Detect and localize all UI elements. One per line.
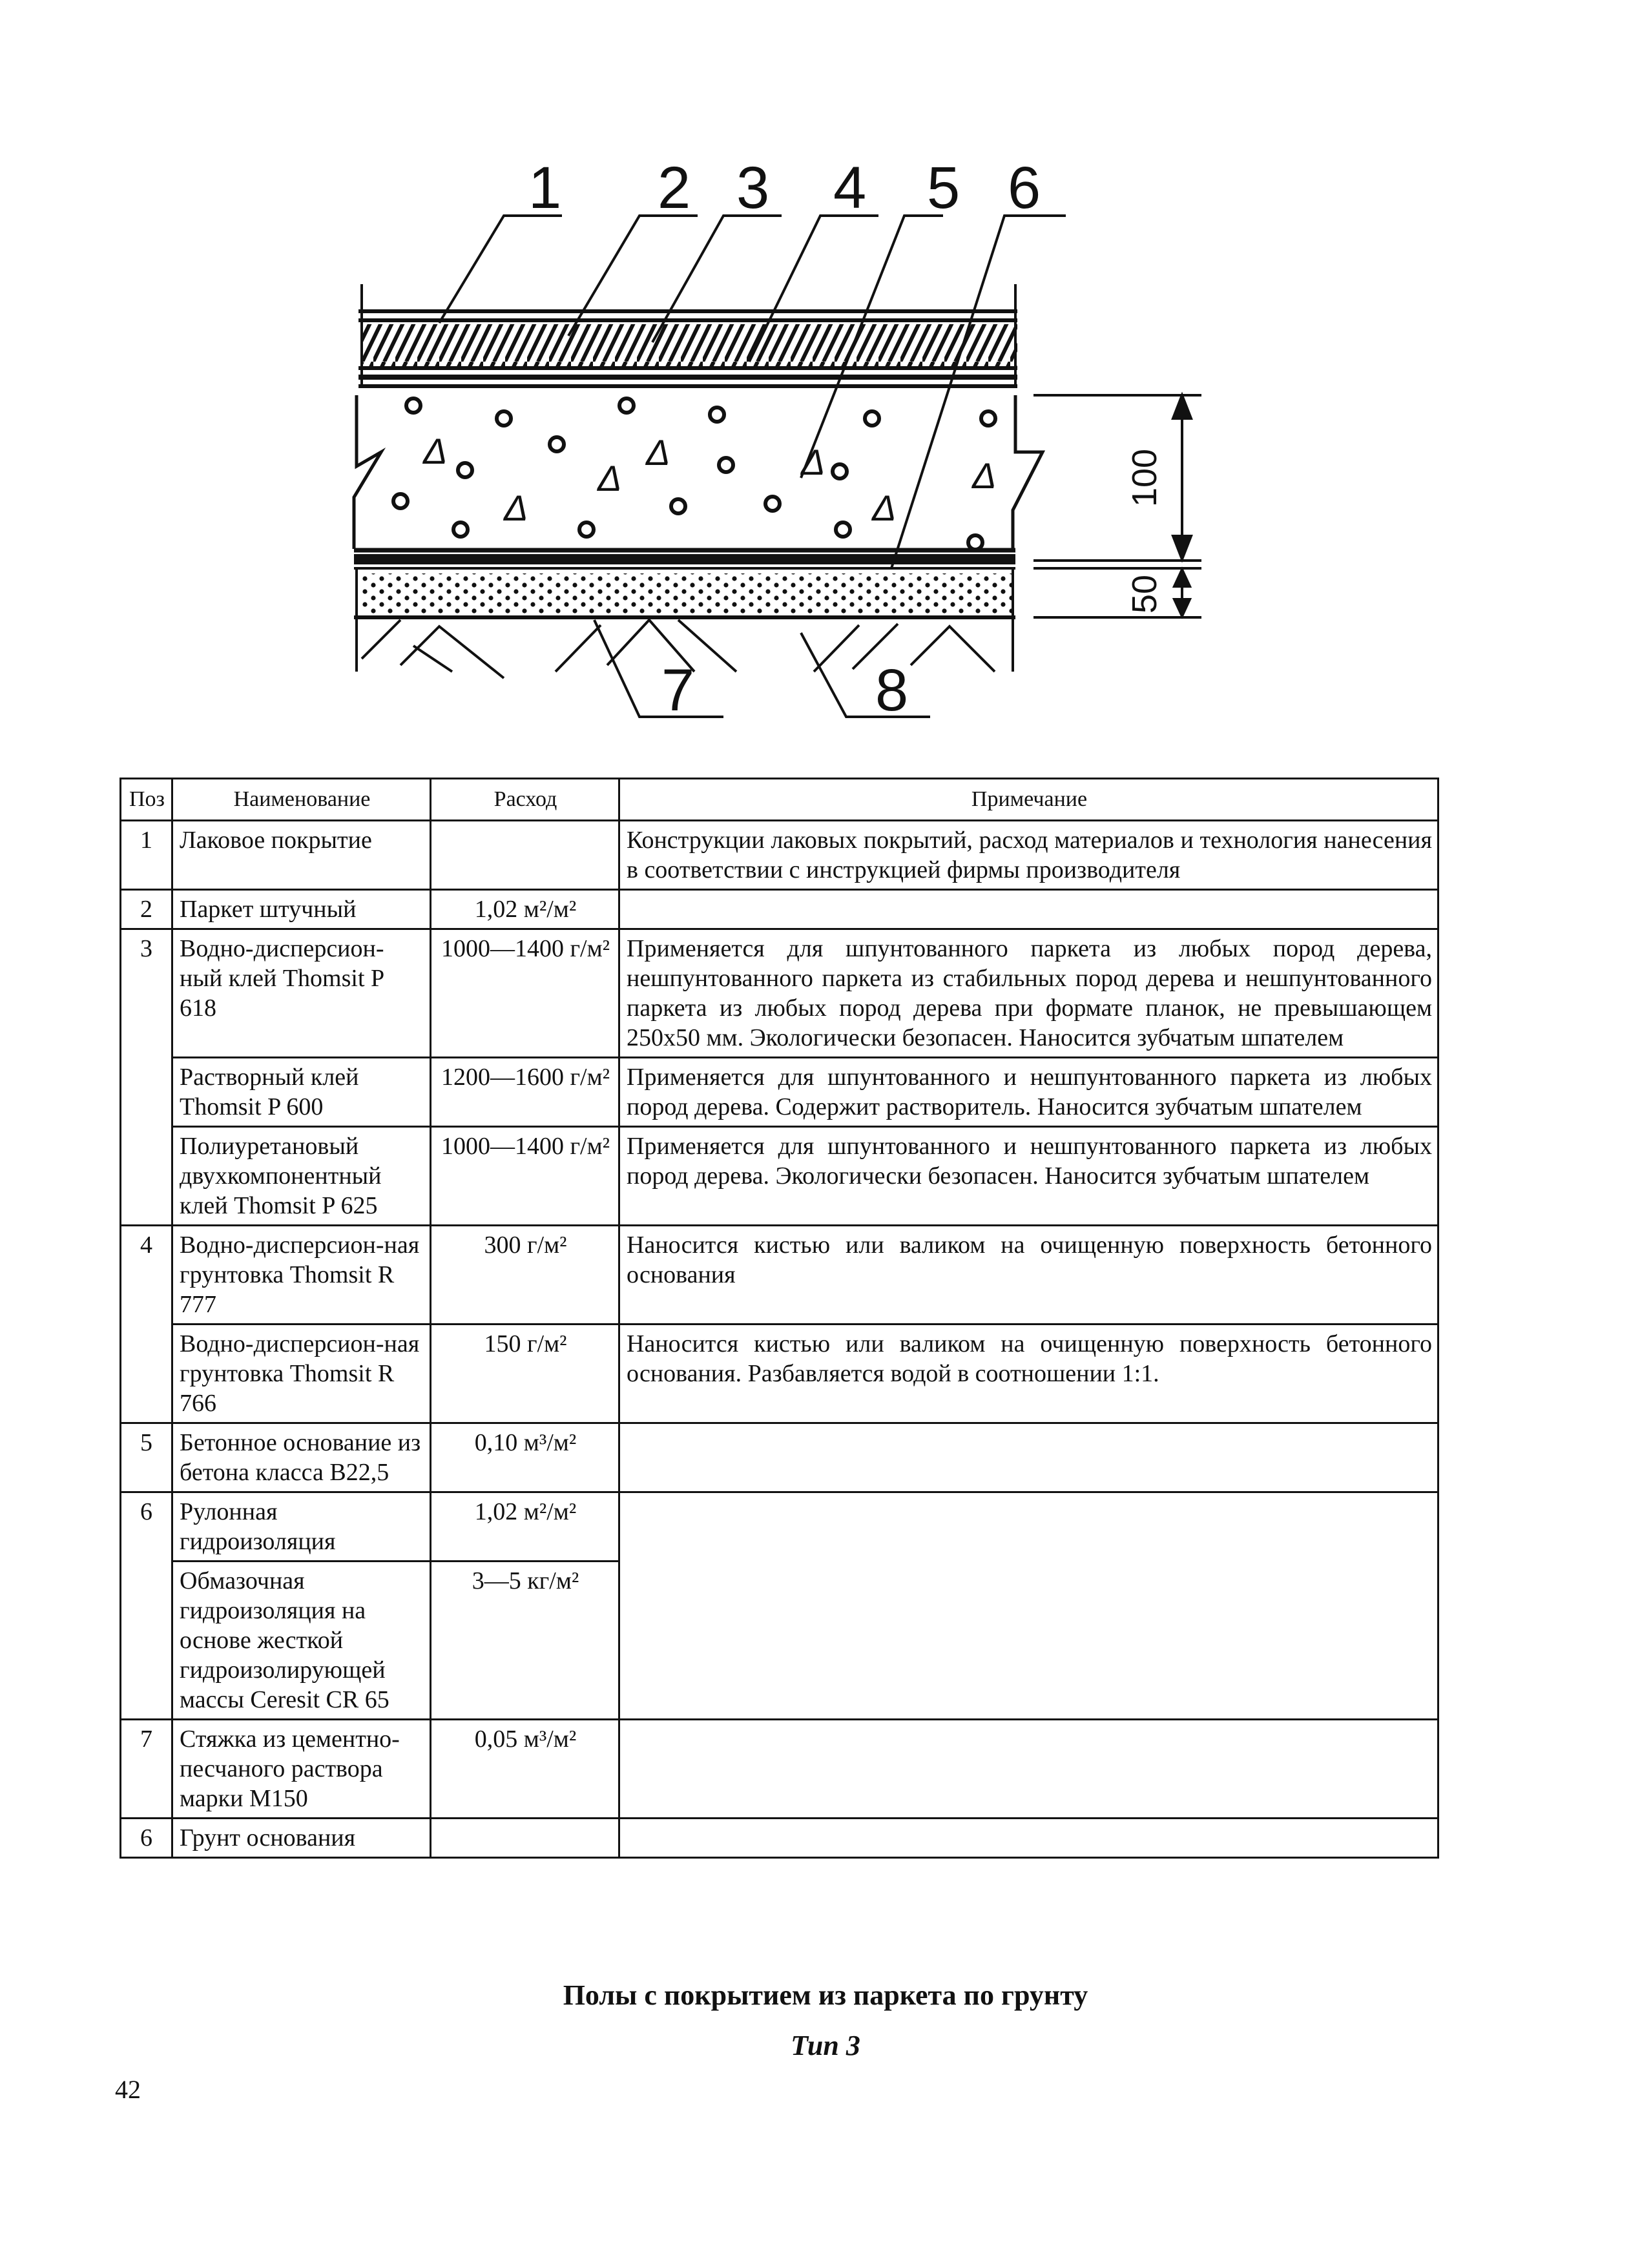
svg-text:Δ: Δ <box>972 455 997 496</box>
header-name: Наименование <box>172 779 431 821</box>
row-pos: 4 <box>121 1226 172 1423</box>
callout-7: 7 <box>661 657 695 723</box>
row-note <box>619 890 1438 929</box>
row-name: Паркет штучный <box>172 890 431 929</box>
callout-1: 1 <box>528 155 562 221</box>
callout-2: 2 <box>658 155 691 221</box>
header-note: Примечание <box>619 779 1438 821</box>
table-row <box>121 1720 1438 1819</box>
row-rate <box>431 821 619 890</box>
dimension-lines <box>1033 395 1201 617</box>
row-name: Водно-дисперсион-ный клей Thomsit P 618 <box>172 929 431 1058</box>
row-name: Бетонное основание из бетона класса B22,5 <box>172 1423 431 1492</box>
table-row <box>121 821 1438 890</box>
table-row <box>121 1492 1438 1562</box>
page-title: Полы с покрытием из паркета по грунту <box>563 1979 1088 2011</box>
table-row <box>121 929 1438 1058</box>
row-rate: 0,05 м³/м² <box>431 1720 619 1819</box>
svg-text:Δ: Δ <box>423 431 448 471</box>
svg-text:Δ: Δ <box>597 458 622 499</box>
row-rate: 1200—1600 г/м² <box>431 1058 619 1127</box>
row-note: Конструкции лаковых покрытий, расход материалов и технология нанесения в соответствии с инструкцией фирмы производителя <box>619 821 1438 890</box>
row-rate: 1000—1400 г/м² <box>431 929 619 1058</box>
row-rate: 300 г/м² <box>431 1226 619 1325</box>
row-note: Применяется для шпунтованного паркета из любых пород дерева, нешпунтованного паркета из стабильных пород дерева и нешпунтованного паркета из любых пород дерева при формате планок, не превышающем 250x50 мм. Экологически безопасен. Наносится зубчатым шпателем <box>619 929 1438 1058</box>
row-rate: 1,02 м²/м² <box>431 890 619 929</box>
row-note <box>619 1423 1438 1492</box>
svg-text:Δ: Δ <box>504 488 528 528</box>
row-pos: 1 <box>121 821 172 890</box>
screed-layer <box>354 568 1015 672</box>
row-pos: 5 <box>121 1423 172 1492</box>
svg-text:Δ: Δ <box>872 488 897 528</box>
table-row <box>121 1423 1438 1492</box>
row-pos: 2 <box>121 890 172 929</box>
table-header-row <box>121 779 1438 821</box>
parquet-layer <box>358 284 1017 387</box>
row-note: Применяется для шпунтованного и нешпунтованного паркета из любых пород дерева. Содержит растворитель. Наносится зубчатым шпателем <box>619 1058 1438 1127</box>
floor-section-diagram <box>0 0 1651 749</box>
dimension-50: 50 <box>1125 574 1164 614</box>
row-note <box>619 1492 1438 1720</box>
table-row <box>121 1226 1438 1325</box>
svg-text:Δ: Δ <box>646 432 670 473</box>
row-name: Растворный клей Thomsit P 600 <box>172 1058 431 1127</box>
row-rate: 150 г/м² <box>431 1325 619 1423</box>
table-row <box>121 1058 1438 1127</box>
row-rate: 1000—1400 г/м² <box>431 1127 619 1226</box>
row-name: Водно-дисперсион-ная грунтовка Thomsit R 766 <box>172 1325 431 1423</box>
row-name: Рулонная гидроизоляция <box>172 1492 431 1562</box>
table-row <box>121 1127 1438 1226</box>
row-pos: 6 <box>121 1492 172 1720</box>
row-note: Применяется для шпунтованного и нешпунтованного паркета из любых пород дерева. Экологически безопасен. Наносится зубчатым шпателем <box>619 1127 1438 1226</box>
callout-6: 6 <box>1008 155 1041 221</box>
specification-table <box>119 778 1439 1859</box>
svg-text:Δ: Δ <box>801 442 826 482</box>
dimension-100: 100 <box>1125 448 1164 508</box>
row-name: Обмазочная гидроизоляция на основе жесткой гидроизолирующей массы Ceresit CR 65 <box>172 1562 431 1720</box>
row-rate: 0,10 м³/м² <box>431 1423 619 1492</box>
callout-5: 5 <box>927 155 960 221</box>
table-row <box>121 890 1438 929</box>
row-pos: 7 <box>121 1720 172 1819</box>
row-rate <box>431 1819 619 1858</box>
table-row <box>121 1325 1438 1423</box>
row-note <box>619 1819 1438 1858</box>
callout-3: 3 <box>736 155 770 221</box>
row-note: Наносится кистью или валиком на очищенную поверхность бетонного основания <box>619 1226 1438 1325</box>
row-note: Наносится кистью или валиком на очищенную поверхность бетонного основания. Разбавляется водой в соотношении 1:1. <box>619 1325 1438 1423</box>
page-subtitle: Тип 3 <box>791 2030 860 2061</box>
row-name: Лаковое покрытие <box>172 821 431 890</box>
row-pos: 3 <box>121 929 172 1226</box>
table-row <box>121 1819 1438 1858</box>
row-rate: 1,02 м²/м² <box>431 1492 619 1562</box>
waterproofing-layer <box>354 550 1015 568</box>
header-pos: Поз <box>121 779 172 821</box>
row-rate: 3—5 кг/м² <box>431 1562 619 1720</box>
row-name: Водно-дисперсион-ная грунтовка Thomsit R 777 <box>172 1226 431 1325</box>
row-note <box>619 1720 1438 1819</box>
header-rate: Расход <box>431 779 619 821</box>
callout-8: 8 <box>875 657 909 723</box>
callout-4: 4 <box>833 155 867 221</box>
row-name: Стяжка из цементно-песчаного раствора марки M150 <box>172 1720 431 1819</box>
page-number: 42 <box>115 2075 141 2104</box>
row-pos: 6 <box>121 1819 172 1858</box>
row-name: Грунт основания <box>172 1819 431 1858</box>
row-name: Полиуретановый двухкомпонентный клей Thomsit P 625 <box>172 1127 431 1226</box>
